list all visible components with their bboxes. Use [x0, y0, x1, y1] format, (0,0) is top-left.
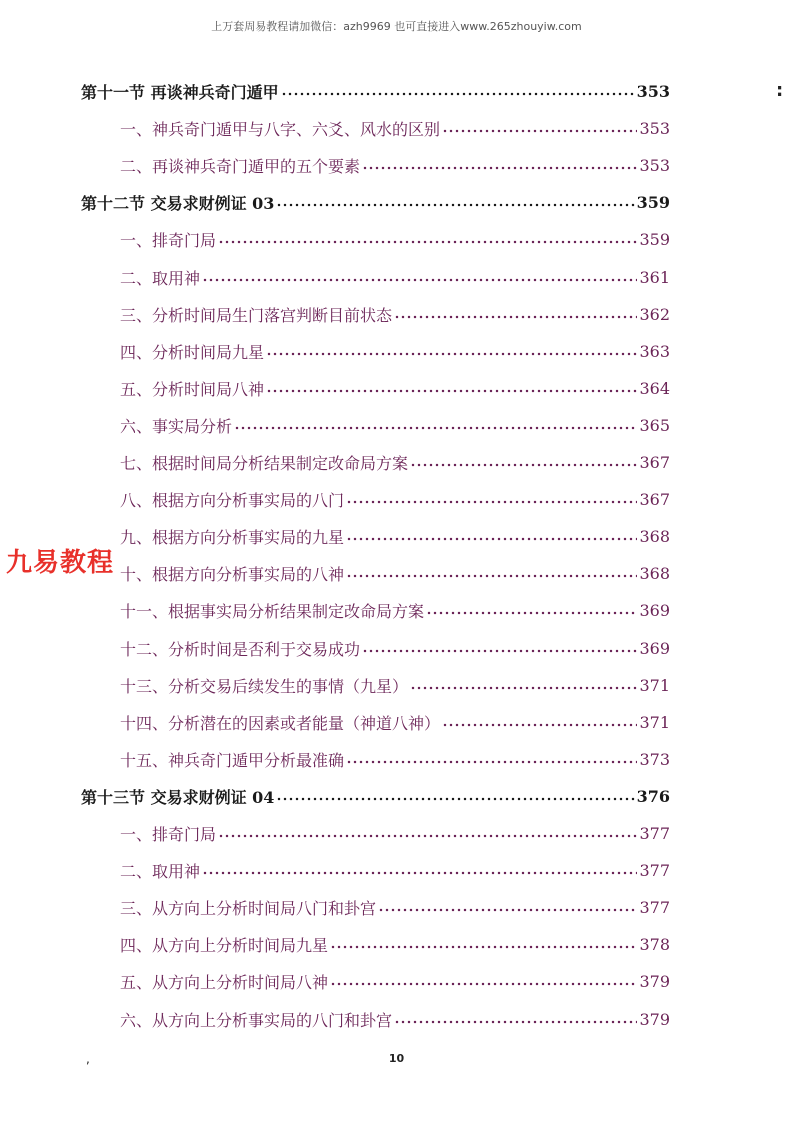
toc-item-row [120, 1004, 670, 1034]
toc-item-row [120, 855, 670, 885]
toc-item-row [120, 373, 670, 403]
toc-page-number: 368 [639, 563, 670, 583]
toc-entry-label: 二、取用神 [120, 861, 201, 881]
toc-leader-dots [346, 500, 637, 504]
toc-page-number: 364 [639, 378, 670, 398]
toc-page-number: 379 [639, 971, 670, 991]
toc-entry-label: 十二、分析时间是否利于交易成功 [120, 639, 361, 659]
toc-page-number: 363 [639, 341, 670, 361]
toc-item-row [120, 558, 670, 588]
toc-leader-dots [266, 352, 637, 356]
toc-item-row [120, 633, 670, 663]
toc-page-number: 379 [639, 1009, 670, 1029]
toc-leader-dots [394, 1020, 637, 1024]
toc-page-number: 369 [639, 600, 670, 620]
toc-page-number: 377 [639, 860, 670, 880]
toc-item-row [120, 966, 670, 996]
toc-item-row [120, 262, 670, 292]
toc-item-row [120, 818, 670, 848]
footer-comma-mark: , [86, 1052, 90, 1066]
toc-section-row [81, 781, 670, 811]
toc-entry-label: 五、分析时间局八神 [120, 379, 265, 399]
toc-entry-label: 八、根据方向分析事实局的八门 [120, 490, 345, 510]
toc-item-row [120, 224, 670, 254]
toc-page-number: 359 [636, 192, 670, 212]
toc-item-row [120, 113, 670, 143]
toc-leader-dots [202, 871, 637, 875]
toc-page-number: 371 [639, 712, 670, 732]
toc-leader-dots [346, 537, 637, 541]
watermark-logo: 九易教程 [6, 548, 115, 578]
toc-entry-label: 六、从方向上分析事实局的八门和卦宫 [120, 1010, 393, 1030]
toc-page-number: 377 [639, 897, 670, 917]
toc-item-row [120, 521, 670, 551]
toc-entry-label: 二、再谈神兵奇门遁甲的五个要素 [120, 156, 361, 176]
toc-entry-label: 十四、分析潜在的因素或者能量（神道八神） [120, 713, 441, 733]
toc-leader-dots [218, 240, 637, 244]
toc-page-number: 367 [639, 489, 670, 509]
header-contact-line: 上万套周易教程请加微信：azh9969 也可直接进入www.265zhouyiw.com [211, 20, 582, 33]
toc-entry-label: 第十三节 交易求财例证 04 [81, 787, 275, 807]
toc-section-row [81, 187, 670, 217]
toc-leader-dots [346, 574, 637, 578]
toc-item-row [120, 595, 670, 625]
toc-entry-label: 一、排奇门局 [120, 824, 217, 844]
toc-leader-dots [362, 649, 637, 653]
toc-leader-dots [378, 908, 637, 912]
toc-leader-dots [346, 760, 637, 764]
toc-leader-dots [442, 129, 637, 133]
toc-leader-dots [442, 723, 637, 727]
toc-leader-dots [202, 278, 637, 282]
toc-section-row [81, 76, 670, 106]
toc-page-number: 371 [639, 675, 670, 695]
toc-leader-dots [266, 389, 637, 393]
toc-item-row [120, 336, 670, 366]
toc-leader-dots [330, 982, 637, 986]
toc-leader-dots [394, 315, 637, 319]
toc-page-number: 365 [639, 415, 670, 435]
toc-item-row [120, 447, 670, 477]
toc-entry-label: 十、根据方向分析事实局的八神 [120, 564, 345, 584]
toc-page-number: 353 [639, 155, 670, 175]
toc-leader-dots [362, 166, 637, 170]
toc-entry-label: 一、排奇门局 [120, 230, 217, 250]
toc-item-row [120, 299, 670, 329]
toc-leader-dots [410, 463, 637, 467]
toc-entry-label: 二、取用神 [120, 268, 201, 288]
toc-page-number: 376 [636, 786, 670, 806]
toc-page-number: 353 [636, 81, 670, 101]
toc-leader-dots [276, 797, 634, 801]
toc-page-number: 373 [639, 749, 670, 769]
toc-leader-dots [410, 686, 637, 690]
margin-mark: : [776, 80, 784, 101]
toc-leader-dots [234, 426, 637, 430]
toc-entry-label: 十三、分析交易后续发生的事情（九星） [120, 676, 409, 696]
toc-page-number: 367 [639, 452, 670, 472]
toc-entry-label: 七、根据时间局分析结果制定改命局方案 [120, 453, 409, 473]
toc-page-number: 353 [639, 118, 670, 138]
toc-leader-dots [281, 92, 635, 96]
toc-item-row [120, 707, 670, 737]
toc-entry-label: 六、事实局分析 [120, 416, 233, 436]
toc-page-number: 369 [639, 638, 670, 658]
toc-leader-dots [330, 945, 637, 949]
toc-entry-label: 十五、神兵奇门遁甲分析最准确 [120, 750, 345, 770]
toc-entry-label: 一、神兵奇门遁甲与八字、六爻、风水的区别 [120, 119, 441, 139]
toc-page-number: 368 [639, 526, 670, 546]
toc-item-row [120, 410, 670, 440]
toc-item-row [120, 892, 670, 922]
toc-leader-dots [426, 611, 637, 615]
toc-item-row [120, 744, 670, 774]
toc-entry-label: 四、分析时间局九星 [120, 342, 265, 362]
toc-entry-label: 九、根据方向分析事实局的九星 [120, 527, 345, 547]
page-number: 10 [388, 1052, 405, 1065]
toc-entry-label: 五、从方向上分析时间局八神 [120, 972, 329, 992]
toc-entry-label: 三、分析时间局生门落宫判断目前状态 [120, 305, 393, 325]
toc-entry-label: 第十二节 交易求财例证 03 [81, 193, 275, 213]
toc-leader-dots [276, 203, 634, 207]
toc-item-row [120, 484, 670, 514]
toc-page-number: 377 [639, 823, 670, 843]
toc-entry-label: 十一、根据事实局分析结果制定改命局方案 [120, 601, 425, 621]
toc-page-number: 378 [639, 934, 670, 954]
toc-item-row [120, 150, 670, 180]
toc-page-number: 359 [639, 229, 670, 249]
toc-item-row [120, 929, 670, 959]
toc-leader-dots [218, 834, 637, 838]
toc-page-number: 361 [639, 267, 670, 287]
toc-entry-label: 三、从方向上分析时间局八门和卦宫 [120, 898, 377, 918]
toc-page-number: 362 [639, 304, 670, 324]
toc-entry-label: 四、从方向上分析时间局九星 [120, 935, 329, 955]
toc-item-row [120, 670, 670, 700]
toc-entry-label: 第十一节 再谈神兵奇门遁甲 [81, 82, 279, 102]
